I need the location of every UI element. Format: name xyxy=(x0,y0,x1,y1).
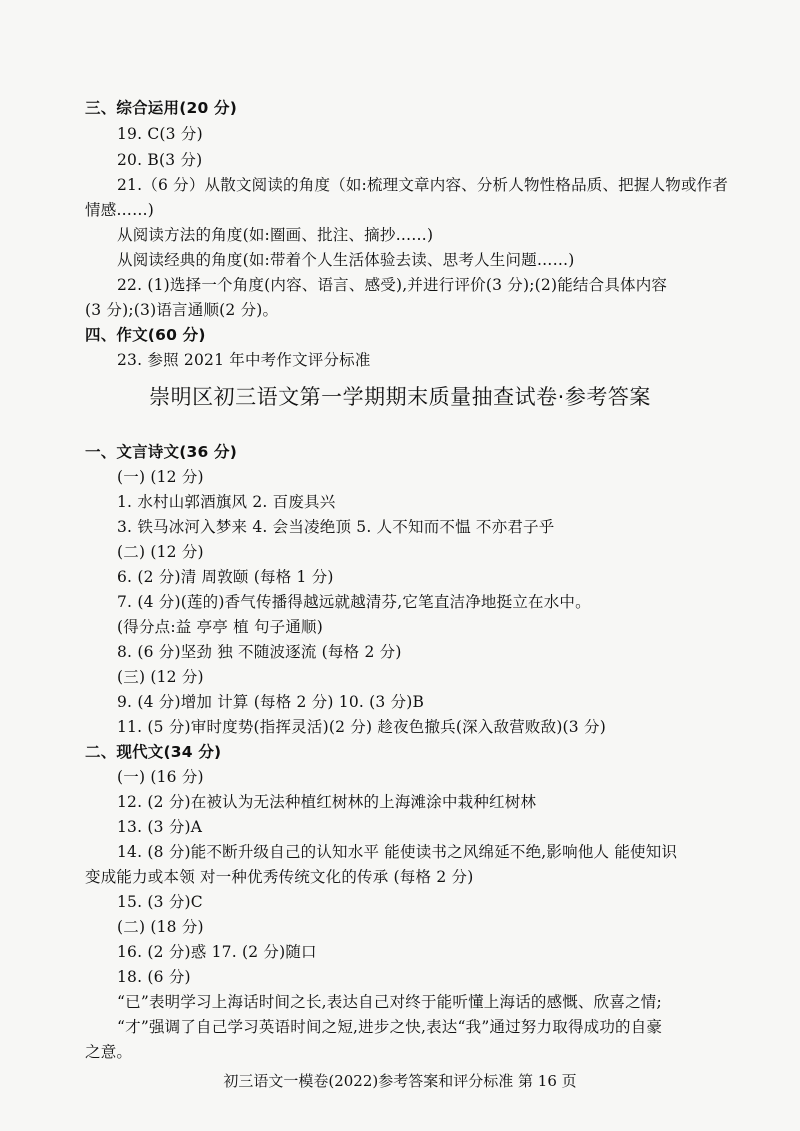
answer-line: 16. (2 分)惑 17. (2 分)随口 xyxy=(117,943,317,961)
answer-line: 12. (2 分)在被认为无法种植红树林的上海滩涂中栽种红树林 xyxy=(117,793,537,811)
answer-line: 11. (5 分)审时度势(指挥灵活)(2 分) 趁夜色撤兵(深入敌营败敌)(3 分) xyxy=(117,718,606,736)
answer-line: (3 分);(3)语言通顺(2 分)。 xyxy=(85,301,279,319)
answer-line: (一) (12 分) xyxy=(117,468,204,486)
document-title: 崇明区初三语文第一学期期末质量抽查试卷·参考答案 xyxy=(149,385,651,409)
answer-line: 19. C(3 分) xyxy=(117,125,203,143)
answer-line: 23. 参照 2021 年中考作文评分标准 xyxy=(117,351,371,369)
answer-line: “才”强调了自己学习英语时间之短,进步之快,表达“我”通过努力取得成功的自豪 xyxy=(117,1018,663,1036)
answer-line: (三) (12 分) xyxy=(117,668,204,686)
answer-line: 14. (8 分)能不断升级自己的认知水平 能使读书之风绵延不绝,影响他人 能使知识 xyxy=(117,843,678,861)
section-heading-3: 三、综合运用(20 分) xyxy=(85,99,238,117)
answer-line: 6. (2 分)清 周敦颐 (每格 1 分) xyxy=(117,568,334,586)
section-heading-4: 四、作文(60 分) xyxy=(85,326,206,344)
answer-line: (得分点:益 亭亭 植 句子通顺) xyxy=(117,618,323,636)
answer-line: 15. (3 分)C xyxy=(117,893,203,911)
answer-line: 7. (4 分)(莲的)香气传播得越远就越清芬,它笔直洁净地挺立在水中。 xyxy=(117,593,591,611)
answer-line: (二) (12 分) xyxy=(117,543,204,561)
answer-line: 20. B(3 分) xyxy=(117,151,203,169)
answer-line: 13. (3 分)A xyxy=(117,818,203,836)
answer-line: 21.（6 分）从散文阅读的角度（如:梳理文章内容、分析人物性格品质、把握人物或作者 xyxy=(117,176,729,194)
answer-line: 变成能力或本领 对一种优秀传统文化的传承 (每格 2 分) xyxy=(85,868,474,886)
answer-line: 从阅读方法的角度(如:圈画、批注、摘抄……) xyxy=(117,226,434,244)
answer-line: 8. (6 分)坚劲 独 不随波逐流 (每格 2 分) xyxy=(117,643,402,661)
answer-line: 1. 水村山郭酒旗风 2. 百废具兴 xyxy=(117,493,336,511)
answer-line: 18. (6 分) xyxy=(117,968,191,986)
part-heading-2: 二、现代文(34 分) xyxy=(85,743,222,761)
answer-line: (二) (18 分) xyxy=(117,918,204,936)
answer-line: 之意。 xyxy=(85,1043,133,1061)
answer-line: 情感……) xyxy=(85,201,155,219)
page-footer: 初三语文一模卷(2022)参考答案和评分标准 第 16 页 xyxy=(223,1072,577,1090)
answer-line: 22. (1)选择一个角度(内容、语言、感受),并进行评价(3 分);(2)能结合具体内容 xyxy=(117,276,668,294)
answer-line: 从阅读经典的角度(如:带着个人生活体验去读、思考人生问题……) xyxy=(117,251,575,269)
part-heading-1: 一、文言诗文(36 分) xyxy=(85,443,238,461)
answer-line: “已”表明学习上海话时间之长,表达自己对终于能听懂上海话的感慨、欣喜之情; xyxy=(117,993,662,1011)
answer-line: 3. 铁马冰河入梦来 4. 会当凌绝顶 5. 人不知而不愠 不亦君子乎 xyxy=(117,518,555,536)
answer-line: 9. (4 分)增加 计算 (每格 2 分) 10. (3 分)B xyxy=(117,693,425,711)
answer-line: (一) (16 分) xyxy=(117,768,204,786)
